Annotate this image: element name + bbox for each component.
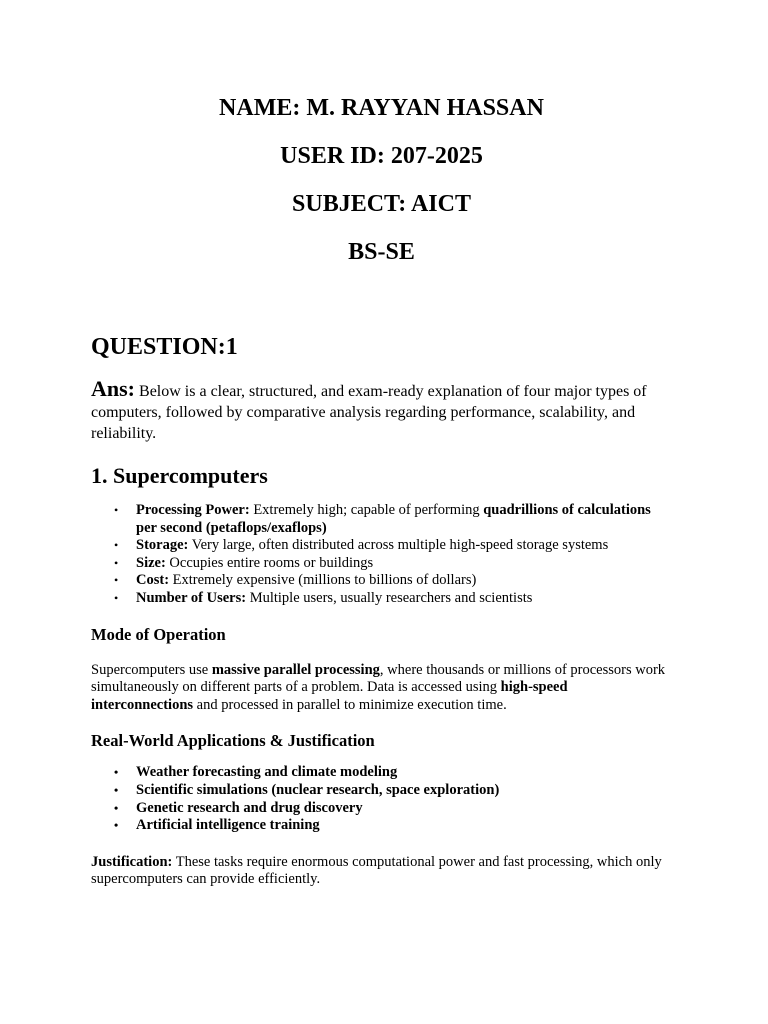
section-title-supercomputers: 1. Supercomputers	[91, 463, 268, 488]
spec-text: Extremely high; capable of performing	[249, 502, 484, 518]
paragraph-text: and processed in parallel to minimize execution time.	[193, 696, 507, 713]
spec-label: Storage:	[136, 537, 189, 554]
bullet-icon: •	[114, 782, 119, 797]
user-id: USER ID: 207-2025	[280, 143, 483, 169]
list-item	[114, 764, 672, 782]
applications-list	[91, 764, 672, 834]
spec-list	[91, 502, 672, 608]
spec-label: Processing Power:	[136, 502, 250, 518]
application-text: Artificial intelligence training	[136, 817, 320, 834]
justification-text: These tasks require enormous computational power and fast processing, which only supercomputers can provide efficiently.	[91, 853, 662, 888]
spec-text: Multiple users, usually researchers and scientists	[246, 589, 533, 606]
list-item	[114, 572, 672, 590]
subject: SUBJECT: AICT	[292, 191, 471, 217]
application-text: Genetic research and drug discovery	[136, 799, 363, 816]
spec-text: Occupies entire rooms or buildings	[165, 554, 374, 571]
bullet-icon: •	[114, 818, 119, 833]
application-text: Weather forecasting and climate modeling	[136, 764, 398, 781]
paragraph-text: Supercomputers use	[91, 661, 212, 678]
bullet-icon: •	[114, 573, 119, 588]
list-item	[114, 554, 672, 573]
bullet-icon: •	[114, 800, 119, 815]
application-text: Scientific simulations (nuclear research, space exploration)	[136, 781, 500, 798]
bullet-icon: •	[114, 590, 119, 605]
program: BS-SE	[348, 239, 415, 265]
list-item	[114, 817, 672, 835]
spec-text: Very large, often distributed across multiple high-speed storage systems	[188, 537, 609, 554]
mode-of-operation-paragraph	[91, 662, 672, 715]
spec-text: Extremely expensive (millions to billions of dollars)	[169, 572, 477, 589]
ans-label: Ans:	[91, 376, 136, 401]
applications-heading: Real-World Applications & Justification	[91, 731, 375, 751]
intro-text: Below is a clear, structured, and exam-ready explanation of four major types of computers, followed by comparative analysis regarding performance, scalability, and reliability.	[91, 383, 647, 442]
list-item	[114, 589, 672, 608]
justification-paragraph	[91, 854, 672, 889]
paragraph-bold-text: massive parallel processing	[211, 661, 380, 678]
mode-of-operation-heading: Mode of Operation	[91, 624, 226, 644]
paragraph-bold-text: high-speed interconnections	[91, 679, 568, 713]
spec-label: Size:	[136, 554, 166, 571]
list-item	[114, 502, 672, 537]
bullet-icon: •	[114, 765, 119, 780]
bullet-icon: •	[114, 538, 119, 553]
paragraph-text: , where thousands or millions of processors work simultaneously on different parts of a problem. Data is accessed using	[91, 661, 666, 696]
bullet-icon: •	[114, 555, 119, 570]
list-item	[114, 537, 672, 555]
list-item	[114, 781, 672, 800]
answer-intro	[91, 378, 672, 444]
spec-label: Number of Users:	[136, 589, 247, 606]
spec-label: Cost:	[136, 572, 170, 589]
list-item	[114, 799, 672, 818]
spec-bold-text: quadrillions of calculations per second (petaflops/exaflops)	[136, 502, 651, 536]
student-name: NAME: M. RAYYAN HASSAN	[219, 95, 544, 121]
bullet-icon: •	[114, 503, 119, 517]
justification-label: Justification:	[91, 853, 173, 870]
document-header	[91, 0, 672, 266]
question-title: QUESTION:1	[91, 334, 238, 360]
